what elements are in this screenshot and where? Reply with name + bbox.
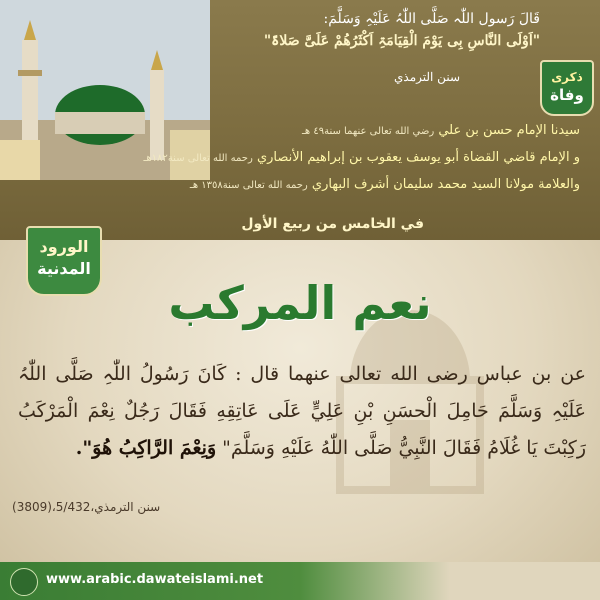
date-line: في الخامس من ربيع الأول [241, 216, 424, 232]
hadith-quote: "اَوْلَی النَّاسِ بِی یَوْمَ الْقِیَامَۃِ اَکْثَرُھُمْ عَلَیَّ صَلاۃً" [263, 33, 540, 49]
wafat-item-main: سیدنا الإمام حسن بن علي [438, 123, 580, 138]
top-panel [0, 0, 600, 240]
hadith-body-emphasis: وَنِعْمَ الرَّاكِبُ هُوَ". [75, 437, 217, 459]
footer [0, 562, 600, 600]
dawateislami-logo-icon [10, 568, 38, 596]
wafat-item-main: و الإمام قاضي القضاة أبو يوسف يعقوب بن إبراهيم الأنصاري [256, 150, 580, 165]
wurood-badge-line1: الورود [39, 237, 89, 256]
hadith-header [210, 8, 540, 52]
zikr-wafat-badge [540, 60, 594, 116]
page-title: نعم المركب [168, 276, 432, 330]
wafat-item-note: رحمه الله تعالى سنة١٣٥٨ هـ [189, 180, 308, 191]
zikr-badge-line2: وفاة [550, 86, 584, 104]
wafat-item [20, 145, 580, 172]
hadith-body-text: عن بن عباس رضى الله تعالى عنهما قال : كَانَ رَسُولُ اللّٰہِ صَلَّی اللّٰہُ عَلَیْہِ وَسَلَّمَ حَامِلَ الْحسَنِ بْنِ عَلِيٍّ عَلَى عَاتِقِهِ فَقَالَ رَجُلٌ نِعْمَ الْمَرْكَبُ رَكِبْتَ يَا غُلَامُ فَقَالَ النَّبِيُّ صَلَّى اللّٰهُ عَلَيْهِ وَسَلَّمَ" [18, 363, 586, 459]
wurood-badge-line2: المدنية [37, 259, 91, 278]
wafat-list [20, 118, 580, 199]
wafat-item [20, 172, 580, 199]
wafat-item-note: رحمه الله تعالى سنة١٨٢هـ [143, 153, 253, 164]
hadith-body [18, 356, 586, 467]
hadith-source: سنن الترمذي [394, 70, 460, 84]
wafat-item-note: رضي الله تعالى عنهما سنة٤٩ هـ [301, 126, 435, 137]
hadith-reference: سنن الترمذي،5/432،(3809) [12, 500, 161, 514]
hadith-intro: قَالَ رَسول اللّٰہ صَلَّی اللّٰہُ عَلَیْہِ وَسَلَّمَ: [323, 11, 540, 27]
wafat-item [20, 118, 580, 145]
website-link[interactable]: www.arabic.dawateislami.net [46, 572, 264, 587]
zikr-badge-line1: ذکری [551, 70, 583, 84]
wafat-item-main: والعلامة مولانا السيد محمد سليمان أشرف البهاري [311, 177, 580, 192]
